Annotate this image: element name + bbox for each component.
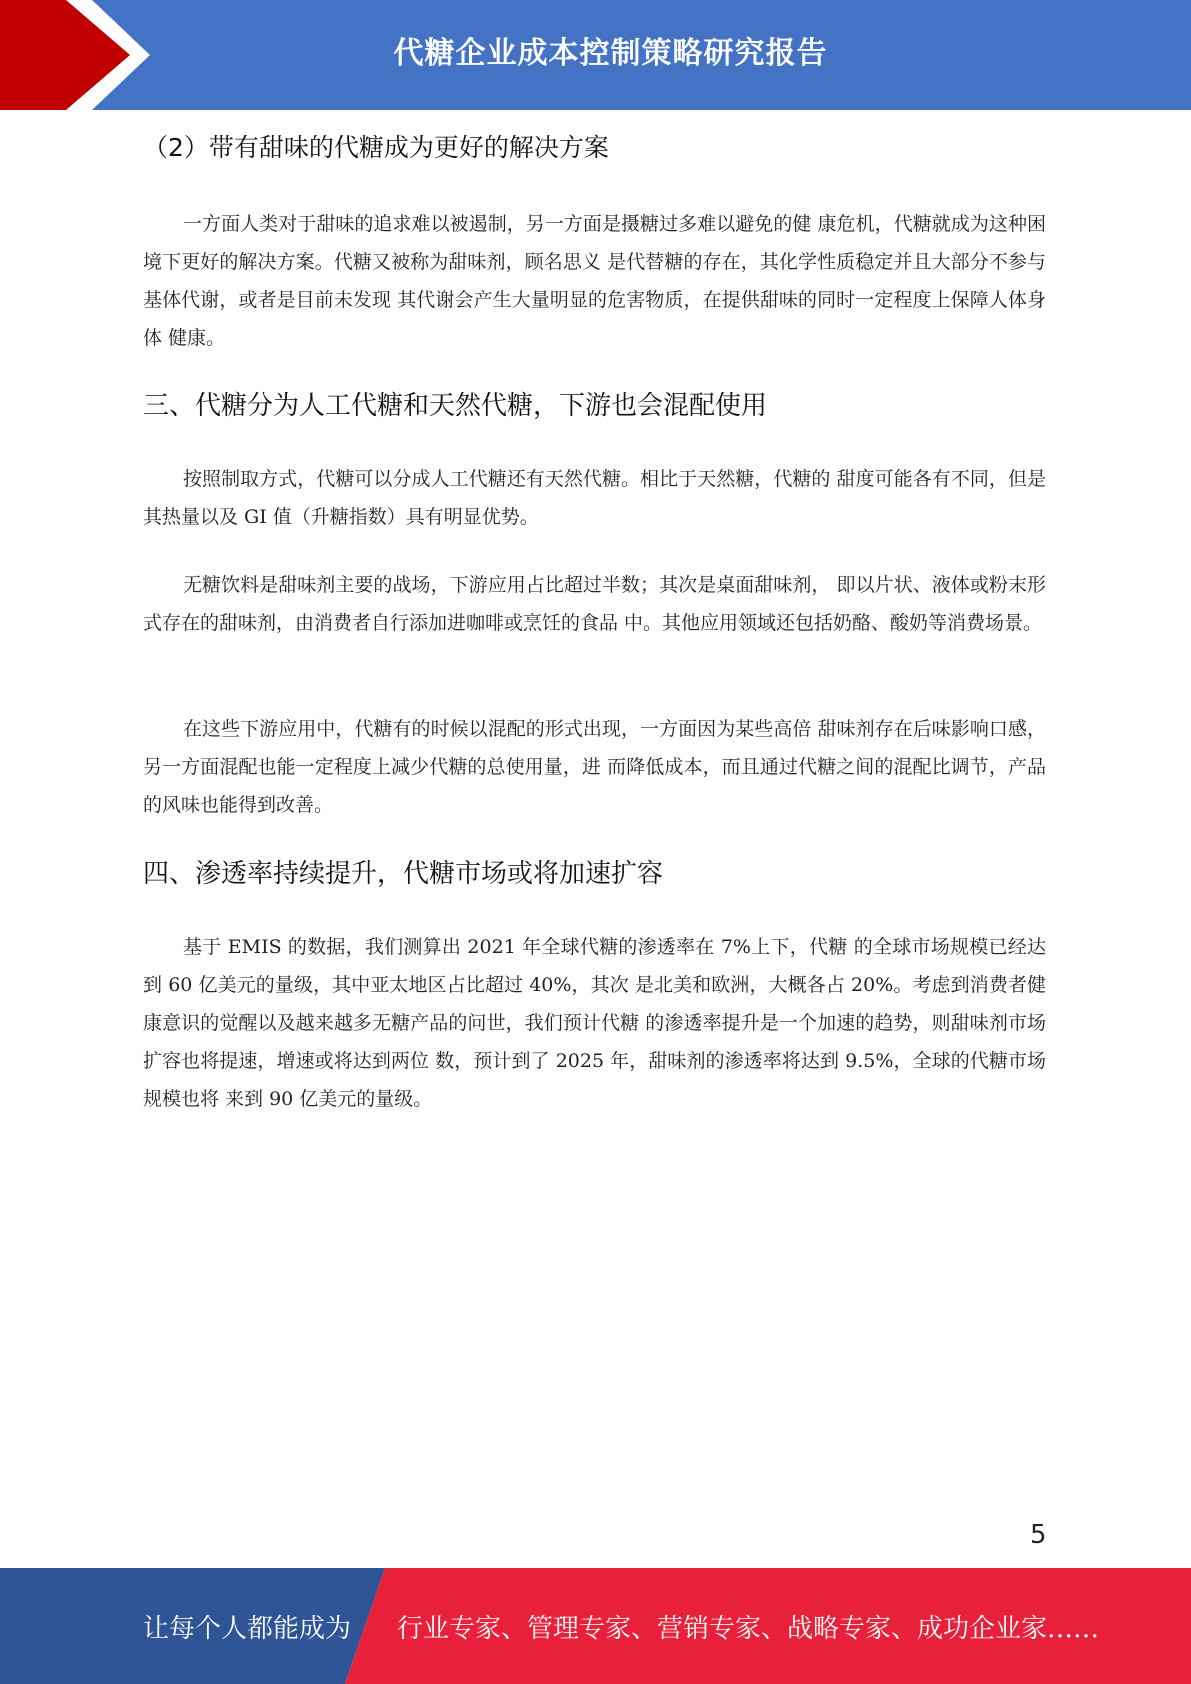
section-3-paragraph-1: 按照制取方式，代糖可以分成人工代糖还有天然代糖。相比于天然糖，代糖的 甜度可能各有不同，但是其热量以及 GI 值（升糖指数）具有明显优势。 — [143, 468, 1046, 528]
section-3-paragraph-2: 无糖饮料是甜味剂主要的战场，下游应用占比超过半数；其次是桌面甜味剂， 即以片状、液体或粉末形式存在的甜味剂，由消费者自行添加进咖啡或烹饪的食品 中。其他应用领域还包括奶酪、酸奶等消费场景。 — [143, 574, 1046, 634]
section-3-title: 三、代糖分为人工代糖和天然代糖，下游也会混配使用 — [143, 391, 768, 421]
footer-slogan-right: 行业专家、管理专家、营销专家、战略专家、成功企业家…… — [397, 1613, 1100, 1644]
subsection-2-paragraph: 一方面人类对于甜味的追求难以被遏制，另一方面是摄糖过多难以避免的健 康危机，代糖就成为这种困境下更好的解决方案。代糖又被称为甜味剂，顾名思义 是代替糖的存在，其化学性质稳定并且大部分不参与基体代谢，或者是目前未发现 其代谢会产生大量明显的危害物质，在提供甜味的同时一定程度上保障人体身体 健康。 — [143, 213, 1046, 349]
section-4-paragraph-1: 基于 EMIS 的数据，我们测算出 2021 年全球代糖的渗透率在 7%上下，代糖 的全球市场规模已经达到 60 亿美元的量级，其中亚太地区占比超过 40%，其次 是北美和欧洲，大概各占 20%。考虑到消费者健康意识的觉醒以及越来越多无糖产品的问世，我们预计代糖 的渗透率提升是一个加速的趋势，则甜味剂市场扩容也将提速，增速或将达到两位 数，预计到了 2025 年，甜味剂的渗透率将达到 9.5%，全球的代糖市场规模也将 来到 90 亿美元的量级。 — [143, 936, 1046, 1110]
section-3-paragraph-3: 在这些下游应用中，代糖有的时候以混配的形式出现，一方面因为某些高倍 甜味剂存在后味影响口感，另一方面混配也能一定程度上减少代糖的总使用量，进 而降低成本，而且通过代糖之间的混配比调节，产品的风味也能得到改善。 — [143, 718, 1046, 816]
report-title: 代糖企业成本控制策略研究报告 — [393, 36, 828, 71]
footer-slogan-left: 让每个人都能成为 — [143, 1613, 352, 1644]
page-header — [0, 0, 1191, 110]
section-4-title: 四、渗透率持续提升，代糖市场或将加速扩容 — [143, 859, 664, 889]
page-number: 5 — [1030, 1520, 1047, 1550]
page-footer — [0, 1568, 1191, 1684]
subsection-2-title: （2）带有甜味的代糖成为更好的解决方案 — [143, 133, 609, 162]
